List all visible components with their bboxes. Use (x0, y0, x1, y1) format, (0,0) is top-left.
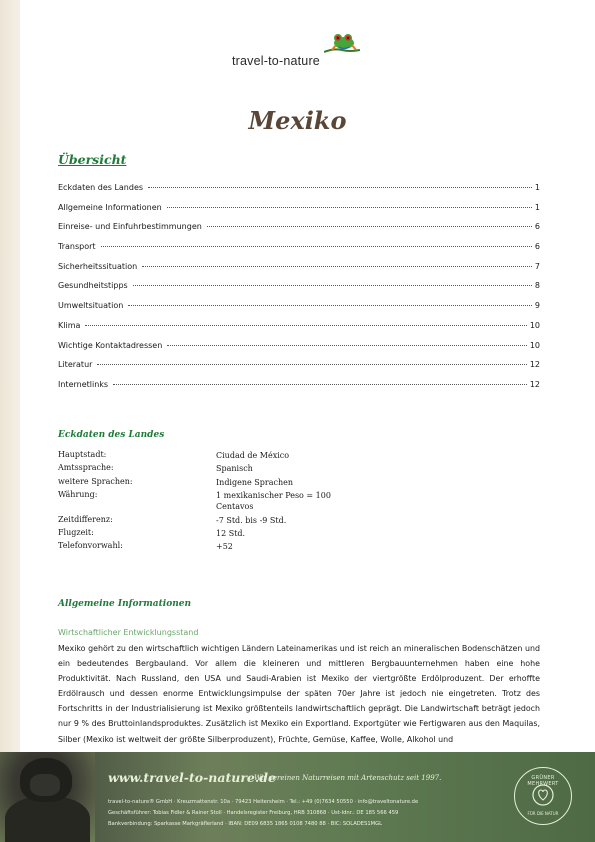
toc-item-page: 12 (529, 360, 540, 370)
seal-bottom-text: FÜR DIE NATUR (527, 811, 559, 816)
fact-label: Hauptstadt: (58, 450, 107, 459)
fact-value-text: -7 Std. bis -9 Std. (216, 515, 287, 525)
fact-value-text: +52 (216, 542, 233, 552)
toc-leader-dots (167, 207, 532, 208)
toc-item-label: Gesundheitstipps (58, 281, 128, 291)
toc-item-label: Klima (58, 320, 81, 330)
fact-value (216, 541, 346, 552)
toc-item-label: Literatur (58, 360, 93, 370)
seal-top-text: GRÜNER MEHRWERT (527, 775, 559, 787)
economy-paragraph: Mexiko gehört zu den wirtschaftlich wichtigen Ländern Lateinamerikas und ist reich an mineralischen Bodenschätzen und ein bedeutendes Bergbauland. Vor allem die kleineren und mittleren Bergbauunternehmen haben eine hohe Produktivität. Nach Russland, den USA und Saudi-Arabien ist Mexiko der viertgrößte Erdölproduzent. Der erhoffte Erdölrausch und dessen enorme Entwicklungsimpulse der späten 70er Jahre ist jedoch nie eingetreten. Trotz des Fortschritts in der Industrialisierung ist Mexiko größtenteils landwirtschaftlich geprägt. Die Landwirtschaft beträgt jedoch nur 9 % des Bruttoinlandsproduktes. Zusätzlich ist Mexiko ein Exportland. Exportgüter wie Fertigwaren aus den Maquilas, Silber (Mexiko ist weltweit der größte Silberproduzent), Früchte, Gemüse, Kaffee, Wolle, Alkohol und (58, 644, 540, 744)
toc-leader-dots (148, 187, 532, 188)
toc-item[interactable] (58, 301, 540, 321)
toc-item-page: 7 (534, 261, 540, 271)
travel-to-nature-logo (232, 30, 362, 72)
fact-row (58, 541, 346, 552)
toc-item[interactable] (58, 222, 540, 242)
fact-row (58, 450, 346, 461)
toc-leader-dots (167, 345, 527, 346)
fact-value (216, 515, 346, 526)
toc-leader-dots (113, 384, 527, 385)
fact-row (58, 490, 346, 512)
fact-value-text-cont: Centavos (216, 502, 254, 512)
footer-website-link[interactable]: www.travel-to-nature.de (108, 770, 276, 785)
toc-item-label: Allgemeine Informationen (58, 202, 162, 212)
fact-label: Zeitdifferenz: (58, 514, 113, 524)
fact-value-text: Spanisch (216, 464, 253, 474)
fact-label: Flugzeit: (58, 527, 94, 537)
toc-item[interactable] (58, 341, 540, 361)
fact-row (58, 477, 346, 488)
toc-item-page: 1 (534, 183, 540, 192)
toc-item[interactable] (58, 242, 540, 262)
fact-label: weitere Sprachen: (58, 476, 133, 486)
toc-leader-dots (101, 246, 532, 247)
toc-item-page: 9 (534, 301, 540, 311)
toc-item-label: Transport (58, 242, 96, 252)
toc-item-page: 10 (529, 340, 540, 350)
toc-leader-dots (85, 325, 526, 326)
fact-value (216, 477, 346, 488)
fact-value (216, 450, 346, 461)
fact-value-text: 12 Std. (216, 528, 246, 538)
toc-leader-dots (97, 364, 526, 365)
fact-value (216, 490, 346, 512)
toc-item[interactable] (58, 321, 540, 341)
fact-row (58, 515, 346, 526)
toc-item-label: Umweltsituation (58, 301, 124, 311)
toc-item-label: Internetlinks (58, 379, 109, 389)
footer-company-line: Geschäftsführer: Tobias Fidler & Rainer Stoll · Handelsregister Freiburg, HRB 310868 · Ust-Idnr.: DE 185 566 459 (108, 810, 399, 816)
allgemein-heading: Allgemeine Informationen (58, 599, 192, 609)
gorilla-body-shape (5, 796, 90, 842)
toc-item-label: Einreise- und Einfuhrbestimmungen (58, 222, 202, 232)
fact-value-text: Indigene Sprachen (216, 477, 293, 487)
footer-slogan: Wir vereinen Naturreisen mit Artenschutz seit 1997. (254, 774, 442, 782)
gorilla-photo (0, 752, 95, 842)
toc-item[interactable] (58, 281, 540, 301)
toc-leader-dots (207, 226, 532, 227)
fact-label: Amtssprache: (58, 463, 114, 473)
toc-item-page: 6 (534, 242, 540, 252)
toc-heading: Übersicht (58, 152, 127, 167)
toc-item-label: Wichtige Kontaktadressen (58, 340, 163, 350)
toc-item[interactable] (58, 380, 540, 400)
economy-subheading: Wirtschaftlicher Entwicklungsstand (58, 628, 199, 637)
toc-leader-dots (128, 305, 532, 306)
toc-item-page: 12 (529, 379, 540, 389)
toc-item-page: 1 (534, 202, 540, 212)
toc-item-page: 10 (529, 320, 540, 330)
fact-value-text: Ciudad de México (216, 451, 290, 460)
toc-item[interactable] (58, 183, 540, 203)
fact-label: Währung: (58, 490, 98, 500)
footer-bank-line: Bankverbindung: Sparkasse Markgräflerland · IBAN: DE09 6835 1865 0108 7480 88 · BIC: SOLADES1MGL (108, 821, 383, 827)
toc-item-label: Eckdaten des Landes (58, 183, 144, 192)
table-of-contents (58, 183, 540, 400)
footer-address-line: travel-to-nature® GmbH · Kreuzmattenstr. 10a · 79423 Heitersheim · Tel.: +49 (0)7634 50550 · info@traveltonature.de (108, 799, 419, 805)
fact-label: Telefonvorwahl: (58, 541, 123, 551)
footer-banner (0, 752, 595, 842)
country-facts-table (58, 450, 346, 555)
fact-value (216, 528, 346, 539)
eckdaten-heading: Eckdaten des Landes (58, 430, 165, 440)
toc-item[interactable] (58, 360, 540, 380)
toc-item-page: 6 (534, 222, 540, 232)
gorilla-face-shape (30, 774, 60, 796)
toc-item-page: 8 (534, 281, 540, 291)
page-title: Mexiko (248, 106, 347, 135)
fact-row (58, 528, 346, 539)
fact-row (58, 463, 346, 474)
toc-item[interactable] (58, 262, 540, 282)
logo-text: travel-to-nature (232, 54, 320, 68)
toc-leader-dots (142, 266, 532, 267)
toc-item-label: Sicherheitssituation (58, 261, 138, 271)
toc-item[interactable] (58, 203, 540, 223)
fact-value (216, 463, 346, 474)
leaf-heart-icon (532, 784, 554, 806)
tree-frog-icon (324, 30, 360, 60)
gruener-mehrwert-seal (514, 767, 572, 825)
fact-value-text: 1 mexikanischer Peso = 100 (216, 491, 331, 501)
toc-leader-dots (133, 285, 532, 286)
